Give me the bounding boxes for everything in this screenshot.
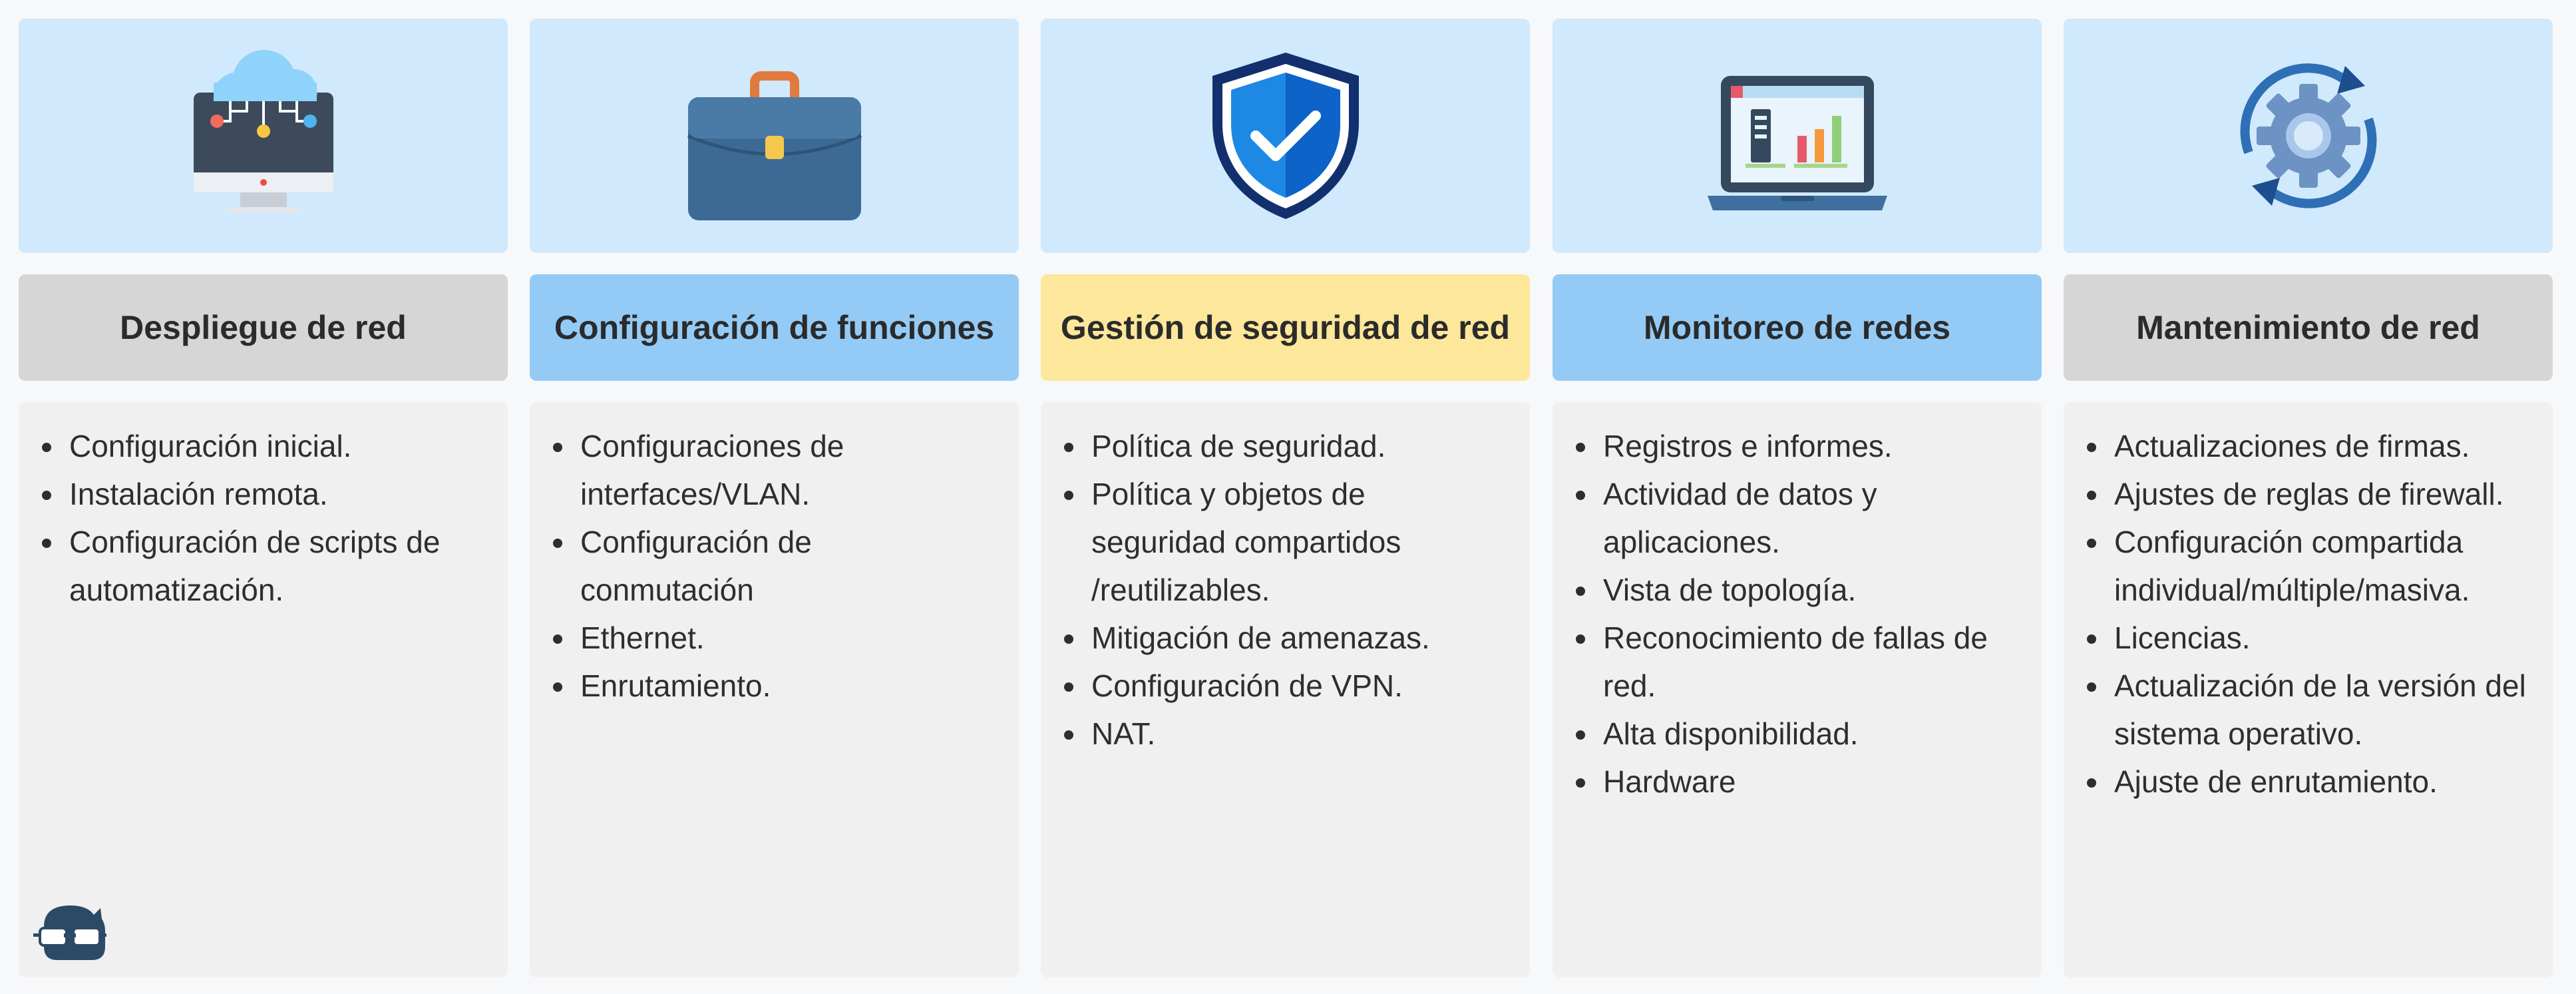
shield-check-icon [1186,36,1385,236]
feature-list [576,422,992,710]
list-item: • Configuración compartida individual/múltiple/masiva. [2110,518,2526,614]
list-item: • Configuración inicial. [65,422,481,470]
feature-list [65,422,481,614]
list-item: • Configuración de VPN. [1087,662,1503,710]
feature-list [1599,422,2015,806]
list-item: • Política de seguridad. [1087,422,1503,470]
list-item: • Registros e informes. [1599,422,2015,470]
laptop-chart-icon [1698,36,1897,236]
column-title: Configuración de funciones [530,274,1019,381]
icon-panel [530,19,1019,253]
icon-panel [1553,19,2042,253]
list-item: • Actualización de la versión del sistema operativo. [2110,662,2526,758]
list-item: • Mitigación de amenazas. [1087,614,1503,662]
list-item: • Ajuste de enrutamiento. [2110,758,2526,806]
list-item: • Actividad de datos y aplicaciones. [1599,470,2015,566]
feature-list-panel [530,402,1019,977]
list-item: • Política y objetos de seguridad compartidos /reutilizables. [1087,470,1503,614]
list-item: • Licencias. [2110,614,2526,662]
icon-panel [1041,19,1530,253]
list-item: • Instalación remota. [65,470,481,518]
list-item: • Reconocimiento de fallas de red. [1599,614,2015,710]
briefcase-icon [675,36,874,236]
list-item: • Configuración de conmutación [576,518,992,614]
column-title: Monitoreo de redes [1553,274,2042,381]
column-title: Mantenimiento de red [2064,274,2553,381]
list-item: • Configuraciones de interfaces/VLAN. [576,422,992,518]
feature-list-panel [1553,402,2042,977]
feature-list-panel [2064,402,2553,977]
list-item: • Ethernet. [576,614,992,662]
list-item: • Enrutamiento. [576,662,992,710]
cloud-network-monitor-icon [164,36,363,236]
list-item: • Ajustes de reglas de firewall. [2110,470,2526,518]
list-item: • NAT. [1087,710,1503,758]
column-title: Gestión de seguridad de red [1041,274,1530,381]
list-item: • Hardware [1599,758,2015,806]
list-item: • Configuración de scripts de automatización. [65,518,481,614]
feature-list-panel [1041,402,1530,977]
column-title: Despliegue de red [19,274,508,381]
list-item: • Alta disponibilidad. [1599,710,2015,758]
list-item: • Actualizaciones de firmas. [2110,422,2526,470]
icon-panel [2064,19,2553,253]
icon-panel [19,19,508,253]
gear-refresh-icon [2209,36,2408,236]
feature-list [1087,422,1503,758]
mascot-logo-icon [31,900,110,967]
list-item: • Vista de topología. [1599,566,2015,614]
feature-list-panel [19,402,508,977]
feature-list [2110,422,2526,806]
